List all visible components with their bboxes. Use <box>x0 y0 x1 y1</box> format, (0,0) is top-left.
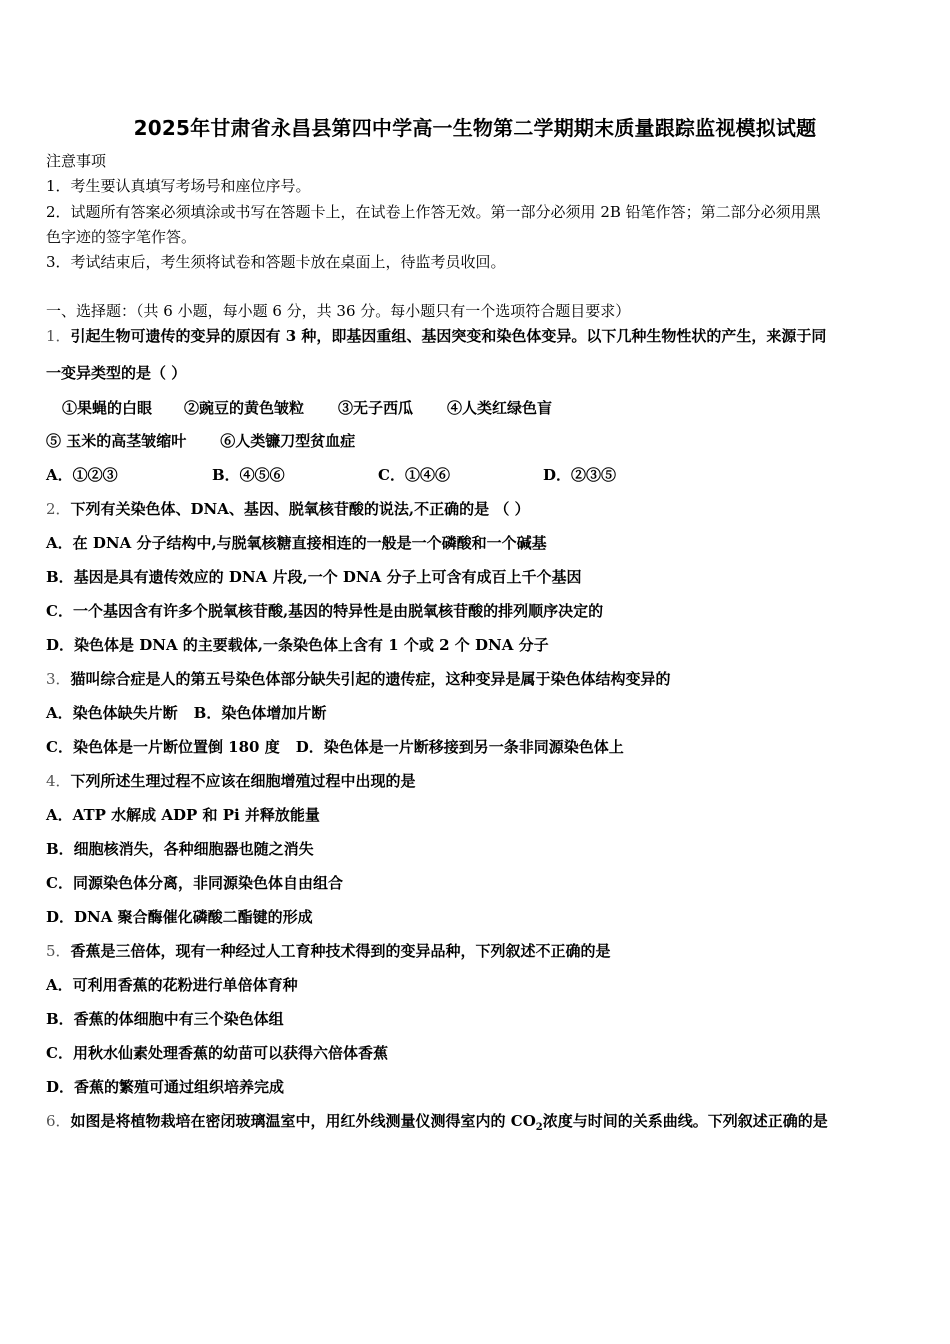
question-5-stem <box>46 941 611 961</box>
question-3-options-row <box>46 737 624 757</box>
answer-option-b[interactable]: B．细胞核消失，各种细胞器也随之消失 <box>46 840 314 858</box>
list-item: ②豌豆的黄色皱粒 <box>184 399 305 417</box>
subscript: 2 <box>535 1122 543 1133</box>
question-text: 下列所述生理过程不应该在细胞增殖过程中出现的是 <box>70 772 416 790</box>
answer-option-b[interactable]: B．香蕉的体细胞中有三个染色体组 <box>46 1010 284 1028</box>
answer-option-a[interactable]: A．ATP 水解成 ADP 和 Pi 并释放能量 <box>46 806 320 824</box>
question-3-stem <box>46 669 671 689</box>
question-1-stem <box>46 326 826 346</box>
answer-option-a[interactable]: A．在 DNA 分子结构中,与脱氧核糖直接相连的一般是一个磷酸和一个碱基 <box>46 534 547 552</box>
question-4-stem <box>46 771 416 791</box>
answer-option-d[interactable]: D．香蕉的繁殖可通过组织培养完成 <box>46 1078 285 1096</box>
section-heading: 一、选择题：（共 6 小题，每小题 6 分，共 36 分。每小题只有一个选项符合题目要求） <box>46 302 631 320</box>
question-text: 下列有关染色体、DNA、基因、脱氧核苷酸的说法,不正确的是 （ ） <box>70 500 530 518</box>
answer-option-c[interactable]: C．同源染色体分离，非同源染色体自由组合 <box>46 874 343 892</box>
list-item: ④人类红绿色盲 <box>447 399 553 417</box>
question-text: 引起生物可遗传的变异的原因有 3 种，即基因重组、基因突变和染色体变异。以下几种生物性状的产生，来源于同 <box>70 327 827 345</box>
list-item: ①果蝇的白眼 <box>62 399 153 417</box>
question-text: 如图是将植物栽培在密闭玻璃温室中，用红外线测量仪测得室内的 CO <box>70 1112 536 1130</box>
question-number: 5． <box>46 942 71 960</box>
answer-option-c[interactable]: C．染色体是一片断位置倒 180 度 <box>46 738 280 756</box>
question-1-options <box>46 465 616 485</box>
answer-option-d[interactable]: D．染色体是 DNA 的主要载体,一条染色体上含有 1 个或 2 个 DNA 分子 <box>46 636 549 654</box>
answer-option-c[interactable]: C．①④⑥ <box>378 466 450 484</box>
question-number: 6． <box>46 1112 71 1130</box>
question-text-cont: 浓度与时间的关系曲线。下列叙述正确的是 <box>542 1112 828 1130</box>
notice-item: 3．考试结束后，考生须将试卷和答题卡放在桌面上，待监考员收回。 <box>46 253 506 271</box>
question-number: 1． <box>46 327 71 345</box>
answer-option-d[interactable]: D．DNA 聚合酶催化磷酸二酯键的形成 <box>46 908 313 926</box>
notice-item: 1．考生要认真填写考场号和座位序号。 <box>46 177 311 195</box>
page-title: 2025年甘肃省永昌县第四中学高一生物第二学期期末质量跟踪监视模拟试题 <box>133 116 817 140</box>
list-item: ⑤ 玉米的高茎皱缩叶 <box>46 432 187 450</box>
answer-option-b[interactable]: B．④⑤⑥ <box>212 466 285 484</box>
answer-option-c[interactable]: C．一个基因含有许多个脱氧核苷酸,基因的特异性是由脱氧核苷酸的排列顺序决定的 <box>46 602 604 620</box>
notice-item: 2．试题所有答案必须填涂或书写在答题卡上，在试卷上作答无效。第一部分必须用 2B 铅笔作答；第二部分必须用黑 <box>46 203 821 221</box>
question-text: 猫叫综合症是人的第五号染色体部分缺失引起的遗传症，这种变异是属于染色体结构变异的 <box>70 670 671 688</box>
answer-option-d[interactable]: D．②③⑤ <box>543 466 617 484</box>
notice-item: 色字迹的签字笔作答。 <box>46 228 197 246</box>
question-2-stem <box>46 499 530 519</box>
answer-option-b[interactable]: B．染色体增加片断 <box>193 704 327 722</box>
answer-option-a[interactable]: A．①②③ <box>46 466 118 484</box>
question-number: 3． <box>46 670 71 688</box>
list-item: ③无子西瓜 <box>338 399 414 417</box>
answer-option-a[interactable]: A．可利用香蕉的花粉进行单倍体育种 <box>46 976 298 994</box>
question-3-options-row <box>46 703 326 723</box>
question-1-items-row <box>62 398 552 418</box>
notice-heading: 注意事项 <box>46 152 107 170</box>
question-1-stem-cont: 一变异类型的是（ ） <box>46 364 187 382</box>
answer-option-d[interactable]: D．染色体是一片断移接到另一条非同源染色体上 <box>295 738 624 756</box>
answer-option-c[interactable]: C．用秋水仙素处理香蕉的幼苗可以获得六倍体香蕉 <box>46 1044 388 1062</box>
question-number: 2． <box>46 500 71 518</box>
answer-option-b[interactable]: B．基因是具有遗传效应的 DNA 片段,一个 DNA 分子上可含有成百上千个基因 <box>46 568 582 586</box>
answer-option-a[interactable]: A．染色体缺失片断 <box>46 704 178 722</box>
question-text: 香蕉是三倍体，现有一种经过人工育种技术得到的变异品种，下列叙述不正确的是 <box>70 942 611 960</box>
question-6-stem <box>46 1111 828 1138</box>
question-1-items-row <box>46 431 355 451</box>
question-number: 4． <box>46 772 71 790</box>
list-item: ⑥人类镰刀型贫血症 <box>220 432 356 450</box>
